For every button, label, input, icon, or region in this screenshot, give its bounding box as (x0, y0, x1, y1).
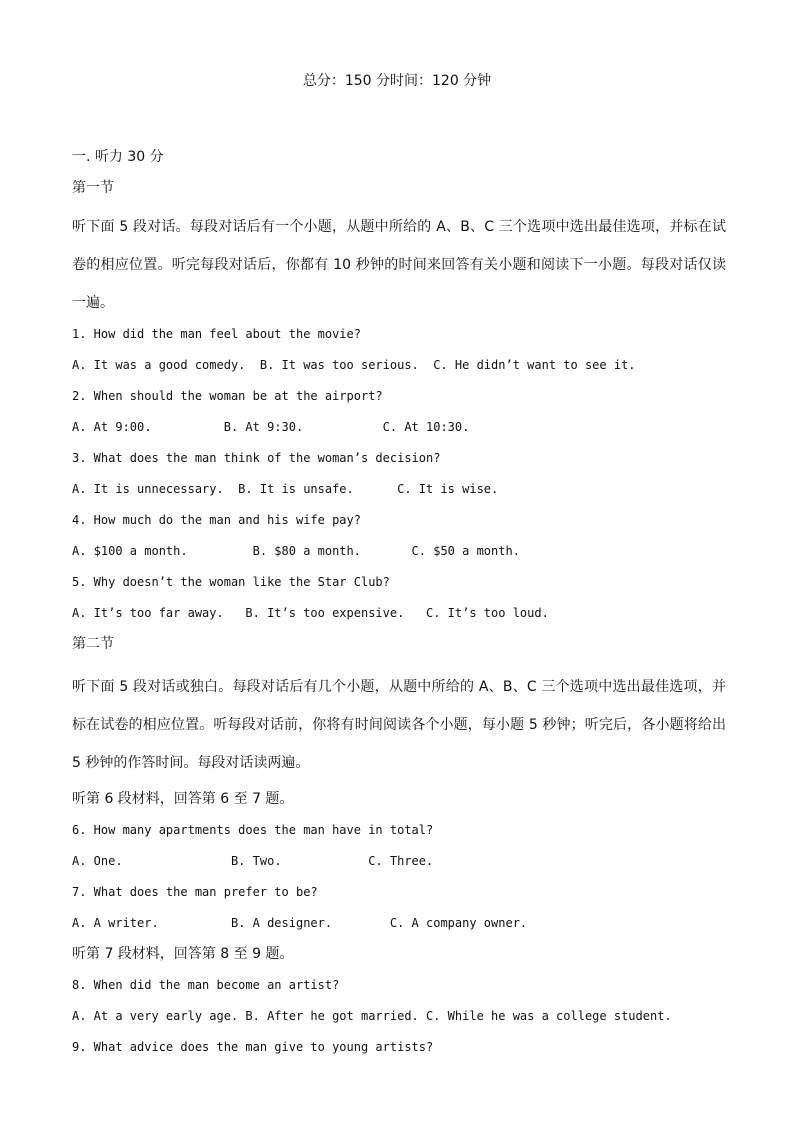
question-9: 9. What advice does the man give to young artists? (72, 1040, 434, 1054)
question-1-options: A. It was a good comedy. B. It was too serious. C. He didn’t want to see it. (72, 358, 636, 372)
listening-section (72, 146, 726, 1067)
question-6-options: A. One. B. Two. C. Three. (72, 854, 434, 868)
question-4: 4. How much do the man and his wife pay? (72, 513, 361, 527)
question-8: 8. When did the man become an artist? (72, 978, 340, 992)
question-7: 7. What does the man prefer to be? (72, 885, 318, 899)
question-8-options: A. At a very early age. B. After he got married. C. While he was a college student. (72, 1009, 672, 1023)
question-2: 2. When should the woman be at the airport? (72, 389, 383, 403)
question-6: 6. How many apartments does the man have in total? (72, 823, 434, 837)
question-5-options: A. It’s too far away. B. It’s too expensive. C. It’s too loud. (72, 606, 549, 620)
question-2-options: A. At 9:00. B. At 9:30. C. At 10:30. (72, 420, 470, 434)
group6-label: 听第 6 段材料，回答第 6 至 7 题。 (72, 791, 294, 807)
question-3: 3. What does the man think of the woman’s decision? (72, 451, 441, 465)
question-5: 5. Why doesn’t the woman like the Star Club? (72, 575, 390, 589)
question-1: 1. How did the man feel about the movie? (72, 327, 361, 341)
part2-label: 第二节 (72, 636, 114, 652)
section-title: 一. 听力 30 分 (72, 149, 164, 165)
question-3-options: A. It is unnecessary. B. It is unsafe. C. It is wise. (72, 482, 499, 496)
group7-label: 听第 7 段材料，回答第 8 至 9 题。 (72, 946, 294, 962)
question-4-options: A. $100 a month. B. $80 a month. C. $50 a month. (72, 544, 520, 558)
part1-label: 第一节 (72, 180, 114, 196)
part1-instructions: 听下面 5 段对话。每段对话后有一个小题，从题中所给的 A、B、C 三个选项中选出最佳选项，并标在试卷的相应位置。听完每段对话后，你都有 10 秒钟的时间来回答有关小题和阅读下一小题。每段对话仅读一遍。 (72, 219, 726, 311)
question-7-options: A. A writer. B. A designer. C. A company owner. (72, 916, 528, 930)
part2-instructions: 听下面 5 段对话或独白。每段对话后有几个小题，从题中所给的 A、B、C 三个选项中选出最佳选项，并标在试卷的相应位置。听每段对话前，你将有时间阅读各个小题，每小题 5 秒钟；听完后，各小题将给出 5 秒钟的作答时间。每段对话读两遍。 (72, 679, 726, 771)
score-time-header: 总分：150 分时间：120 分钟 (302, 73, 492, 89)
